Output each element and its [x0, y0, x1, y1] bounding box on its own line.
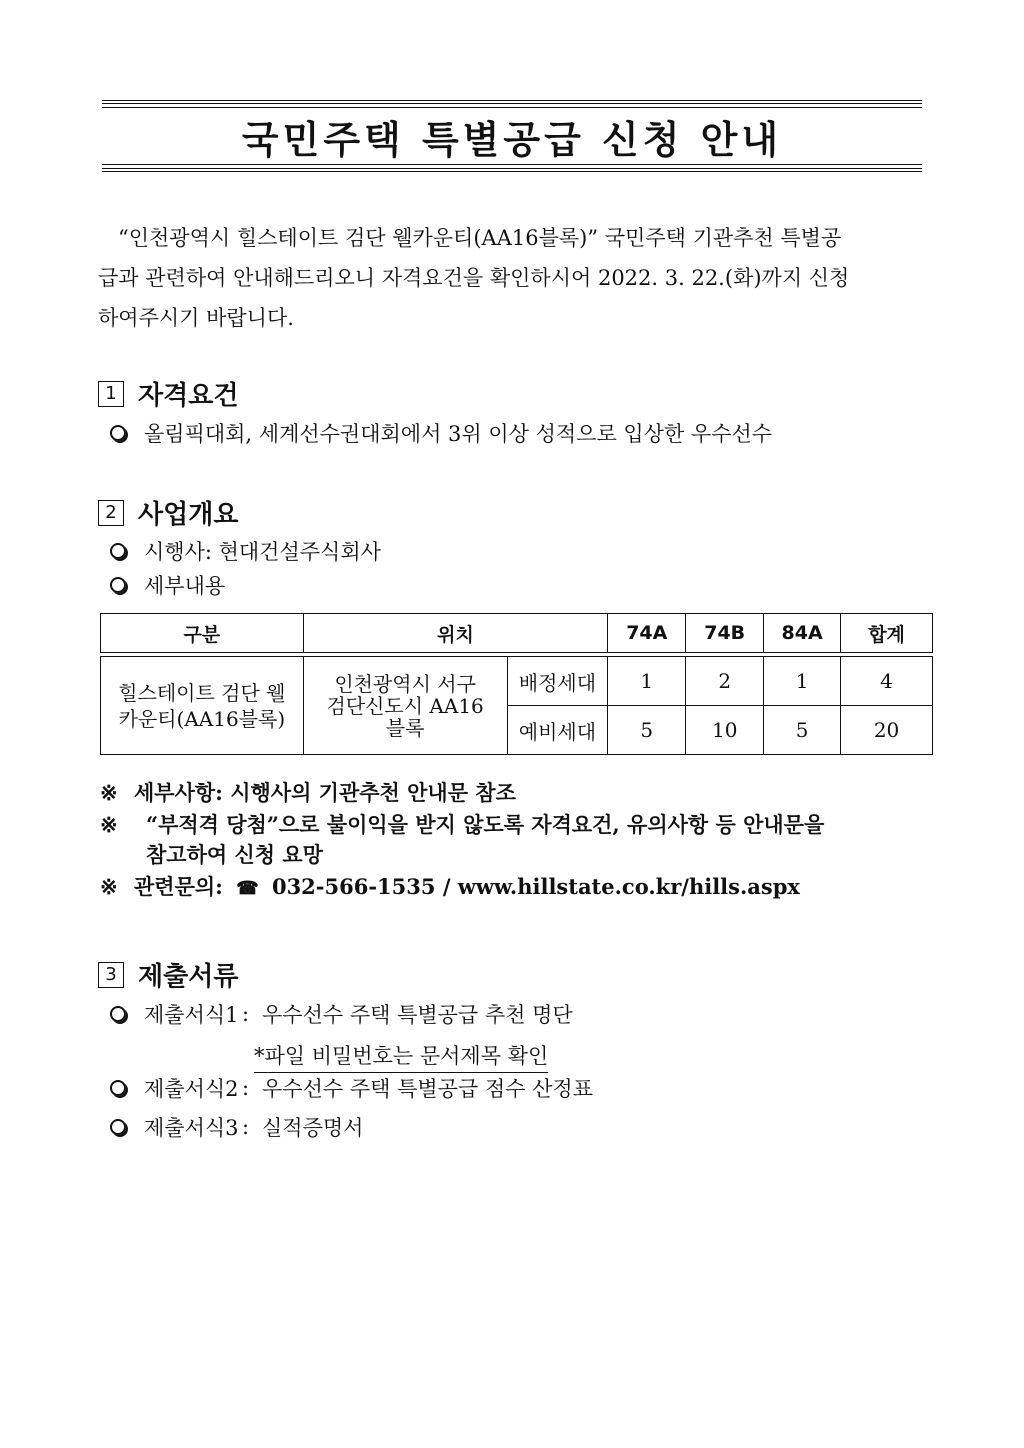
circle-bullet-icon: [110, 1006, 126, 1022]
reference-mark: ※: [100, 780, 118, 805]
circle-bullet-icon: [110, 577, 126, 593]
note-text-line-1: “부적격 당첨”으로 불이익을 받지 않도록 자격요건, 유의사항 등 안내문을: [146, 812, 825, 837]
bullet-text: 올림픽대회, 세계선수권대회에서 3위 이상 성적으로 입상한 우수선수: [144, 422, 773, 446]
note-item: [100, 778, 930, 808]
bullet-item: [110, 418, 772, 448]
cell-value: 20: [841, 706, 933, 755]
row-label: 배정세대: [507, 657, 608, 706]
cell-value: 1: [764, 657, 841, 706]
notes-block: [100, 778, 930, 906]
colon: :: [242, 1002, 250, 1026]
colon: :: [242, 1076, 250, 1100]
note-item: [100, 810, 930, 870]
header-74b: 74B: [686, 614, 764, 653]
document-label: 제출서식1: [144, 1003, 239, 1027]
document-item: [110, 1112, 363, 1142]
colon: :: [242, 1115, 250, 1139]
note-item: [100, 872, 930, 904]
document-item: [110, 999, 573, 1029]
page-title: 국민주택 특별공급 신청 안내: [241, 117, 783, 162]
intro-paragraph: [98, 218, 928, 338]
section-number: 2: [98, 500, 124, 526]
section-1-heading: [98, 375, 238, 412]
section-title: 사업개요: [138, 500, 239, 530]
header-total: 합계: [841, 614, 933, 653]
detail-table: [100, 613, 933, 755]
section-3-heading: [98, 956, 238, 993]
table-header-row: [101, 614, 933, 653]
reference-mark: ※: [100, 874, 118, 899]
bullet-text: 시행사: 현대건설주식회사: [144, 540, 381, 564]
header-74a: 74A: [608, 614, 686, 653]
section-title: 자격요건: [138, 381, 239, 411]
note-text: 세부사항: 시행사의 기관추천 안내문 참조: [134, 780, 516, 805]
cell-value: 5: [608, 706, 686, 755]
bullet-item: [110, 570, 225, 600]
document-label: 제출서식2: [144, 1077, 239, 1101]
table-row: [101, 657, 933, 706]
header-84a: 84A: [764, 614, 841, 653]
circle-bullet-icon: [110, 543, 126, 559]
header-division: 구분: [101, 614, 304, 653]
document-label: 제출서식3: [144, 1116, 239, 1140]
circle-bullet-icon: [110, 1119, 126, 1135]
circle-bullet-icon: [110, 1080, 126, 1096]
bullet-item: [110, 536, 381, 566]
header-location: 위치: [303, 614, 608, 653]
password-note: *파일 비밀번호는 문서제목 확인: [254, 1040, 548, 1073]
intro-line-2: 급과 관련하여 안내해드리오니 자격요건을 확인하시어 2022. 3. 22.(화)까지 신청: [98, 266, 850, 290]
cell-value: 4: [841, 657, 933, 706]
intro-line-3: 하여주시기 바랍니다.: [98, 306, 294, 330]
intro-line-1: “인천광역시 힐스테이트 검단 웰카운티(AA16블록)” 국민주택 기관추천 특별공: [118, 226, 842, 250]
cell-value: 1: [608, 657, 686, 706]
row-label: 예비세대: [507, 706, 608, 755]
section-title: 제출서류: [138, 962, 239, 992]
cell-value: 2: [686, 657, 764, 706]
cell-value: 5: [764, 706, 841, 755]
circle-bullet-icon: [110, 425, 126, 441]
section-number: 1: [98, 381, 124, 407]
contact-info: 032-566-1535 / www.hillstate.co.kr/hills.aspx: [271, 874, 800, 899]
section-number: 3: [98, 962, 124, 988]
note-text: [134, 872, 930, 904]
document-desc: 우수선수 주택 특별공급 추천 명단: [262, 1003, 573, 1027]
location-cell: 인천광역시 서구 검단신도시 AA16블록: [303, 657, 507, 755]
reference-mark: ※: [100, 812, 118, 837]
phone-icon: ☎: [236, 878, 259, 899]
note-text: [146, 810, 930, 870]
title-banner: [102, 100, 922, 172]
bullet-text: 세부내용: [144, 574, 226, 598]
section-2-heading: [98, 494, 238, 531]
contact-label: 관련문의:: [134, 874, 223, 899]
document-desc: 실적증명서: [262, 1116, 364, 1140]
document-item: [110, 1073, 593, 1103]
note-text-line-2: 참고하여 신청 요망: [146, 842, 323, 867]
document-desc: 우수선수 주택 특별공급 점수 산정표: [262, 1077, 593, 1101]
cell-value: 10: [686, 706, 764, 755]
division-cell: 힐스테이트 검단 웰카운티(AA16블록): [101, 657, 304, 755]
